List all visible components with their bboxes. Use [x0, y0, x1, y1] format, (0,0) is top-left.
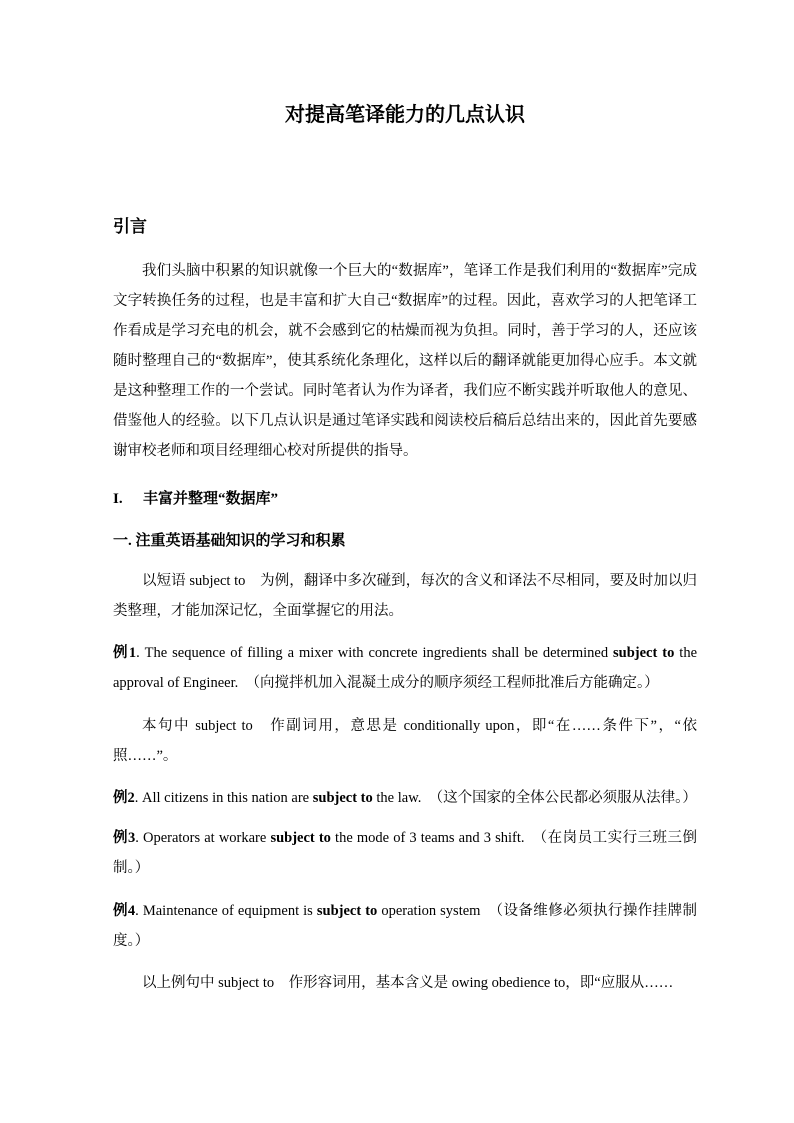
subsection-1-heading: 一. 注重英语基础知识的学习和积累 [113, 533, 346, 549]
section-1-number: I. [113, 491, 123, 507]
page-content [113, 100, 697, 1010]
closing-paragraph: 以上例句中 subject to 作形容词用，基本含义是 owing obedience to，即“应服从…… [142, 975, 674, 991]
example-2-paragraph: 例2. All citizens in this nation are subject to the law. （这个国家的全体公民都必须服从法律。） [113, 790, 697, 806]
example-4-paragraph: 例4. Maintenance of equipment is subject to operation system （设备维修必须执行操作挂牌制度。） [113, 903, 697, 949]
explanation-1-paragraph: 本句中 subject to 作副词用，意思是 conditionally upon，即“在……条件下”，“依照……”。 [113, 718, 697, 764]
example-1-paragraph: 例1. The sequence of filling a mixer with concrete ingredients shall be determined subject to the approval of Engineer. （向搅拌机加入混凝土成分的顺序须经工程师批准后方能确定。） [113, 645, 698, 691]
doc-title: 对提高笔译能力的几点认识 [285, 104, 525, 126]
lead-paragraph: 以短语 subject to 为例，翻译中多次碰到，每次的含义和译法不尽相同，要及时加以归类整理，才能加深记忆，全面掌握它的用法。 [113, 573, 697, 619]
section-1-heading-text: 丰富并整理“数据库” [143, 491, 279, 507]
intro-heading: 引言 [113, 217, 147, 236]
example-3-paragraph: 例3. Operators at workare subject to the mode of 3 teams and 3 shift. （在岗员工实行三班三倒制。） [113, 830, 698, 876]
intro-paragraph: 我们头脑中积累的知识就像一个巨大的“数据库”，笔译工作是我们利用的“数据库”完成文字转换任务的过程，也是丰富和扩大自己“数据库”的过程。因此，喜欢学习的人把笔译工作看成是学习充电的机会，就不会感到它的枯燥而视为负担。同时，善于学习的人，还应该随时整理自己的“数据库”，使其系统化条理化，这样以后的翻译就能更加得心应手。本文就是这种整理工作的一个尝试。同时笔者认为作为译者，我们应不断实践并听取他人的意见、借鉴他人的经验。以下几点认识是通过笔译实践和阅读校后稿后总结出来的，因此首先要感谢审校老师和项目经理细心校对所提供的指导。 [113, 263, 697, 459]
section-1-heading [113, 486, 697, 512]
